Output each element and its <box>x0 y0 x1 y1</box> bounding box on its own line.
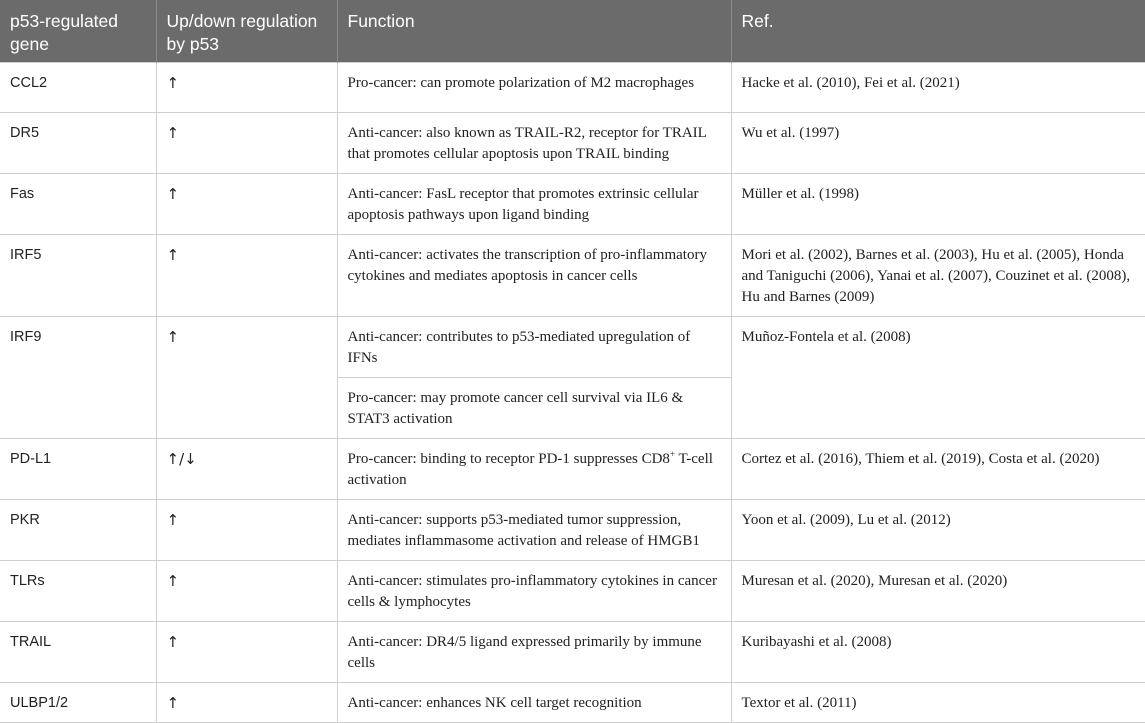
table-row <box>0 317 1145 378</box>
regulation-cell: ↑ <box>156 63 337 113</box>
function-cell: Anti-cancer: stimulates pro-inflammatory cytokines in cancer cells & lymphocytes <box>337 561 731 622</box>
ref-cell: Textor et al. (2011) <box>731 683 1145 723</box>
ref-cell: Müller et al. (1998) <box>731 174 1145 235</box>
gene-cell: PD-L1 <box>0 439 156 500</box>
ref-cell: Muresan et al. (2020), Muresan et al. (2020) <box>731 561 1145 622</box>
function-cell: Anti-cancer: contributes to p53-mediated upregulation of IFNs <box>337 317 731 378</box>
function-cell: Anti-cancer: also known as TRAIL-R2, receptor for TRAIL that promotes cellular apoptosis upon TRAIL binding <box>337 113 731 174</box>
superscript-plus: + <box>669 449 676 459</box>
function-cell: Pro-cancer: can promote polarization of M2 macrophages <box>337 63 731 113</box>
table-row <box>0 235 1145 317</box>
regulation-cell: ↑ <box>156 622 337 683</box>
header-function: Function <box>337 0 731 63</box>
table-row <box>0 561 1145 622</box>
function-cell: Anti-cancer: DR4/5 ligand expressed primarily by immune cells <box>337 622 731 683</box>
regulation-cell: ↑ <box>156 174 337 235</box>
function-cell <box>337 439 731 500</box>
function-cell: Anti-cancer: supports p53-mediated tumor suppression, mediates inflammasome activation and release of HMGB1 <box>337 500 731 561</box>
regulation-cell: ↑ <box>156 317 337 439</box>
gene-cell: PKR <box>0 500 156 561</box>
table-row <box>0 683 1145 723</box>
function-cell: Anti-cancer: activates the transcription of pro-inflammatory cytokines and mediates apoptosis in cancer cells <box>337 235 731 317</box>
table-row <box>0 174 1145 235</box>
function-text: Pro-cancer: binding to receptor PD-1 suppresses CD8 <box>347 451 670 467</box>
table-row <box>0 439 1145 500</box>
regulation-cell: ↑ <box>156 113 337 174</box>
ref-cell: Wu et al. (1997) <box>731 113 1145 174</box>
regulation-cell: ↑/↓ <box>156 439 337 500</box>
table-header <box>0 0 1145 63</box>
header-regulation: Up/down regulation by p53 <box>156 0 337 63</box>
ref-cell: Muñoz-Fontela et al. (2008) <box>731 317 1145 439</box>
table-row <box>0 113 1145 174</box>
regulation-cell: ↑ <box>156 561 337 622</box>
gene-cell: IRF9 <box>0 317 156 439</box>
ref-cell: Yoon et al. (2009), Lu et al. (2012) <box>731 500 1145 561</box>
function-cell: Anti-cancer: FasL receptor that promotes extrinsic cellular apoptosis pathways upon ligand binding <box>337 174 731 235</box>
function-cell: Pro-cancer: may promote cancer cell survival via IL6 & STAT3 activation <box>337 378 731 439</box>
ref-cell: Kuribayashi et al. (2008) <box>731 622 1145 683</box>
table-body <box>0 63 1145 723</box>
table-row <box>0 500 1145 561</box>
table-row <box>0 63 1145 113</box>
ref-cell: Mori et al. (2002), Barnes et al. (2003), Hu et al. (2005), Honda and Taniguchi (2006), Yanai et al. (2007), Couzinet et al. (2008), Hu and Barnes (2009) <box>731 235 1145 317</box>
ref-cell: Cortez et al. (2016), Thiem et al. (2019), Costa et al. (2020) <box>731 439 1145 500</box>
function-text-cont: T-cell activation <box>347 451 713 488</box>
function-cell: Anti-cancer: enhances NK cell target recognition <box>337 683 731 723</box>
regulation-cell: ↑ <box>156 500 337 561</box>
ref-cell: Hacke et al. (2010), Fei et al. (2021) <box>731 63 1145 113</box>
gene-cell: TLRs <box>0 561 156 622</box>
gene-cell: Fas <box>0 174 156 235</box>
gene-cell: CCL2 <box>0 63 156 113</box>
header-row <box>0 0 1145 63</box>
table-row <box>0 622 1145 683</box>
gene-cell: ULBP1/2 <box>0 683 156 723</box>
header-ref: Ref. <box>731 0 1145 63</box>
gene-cell: DR5 <box>0 113 156 174</box>
gene-cell: IRF5 <box>0 235 156 317</box>
gene-cell: TRAIL <box>0 622 156 683</box>
header-gene: p53-regulated gene <box>0 0 156 63</box>
regulation-cell: ↑ <box>156 235 337 317</box>
regulation-cell: ↑ <box>156 683 337 723</box>
